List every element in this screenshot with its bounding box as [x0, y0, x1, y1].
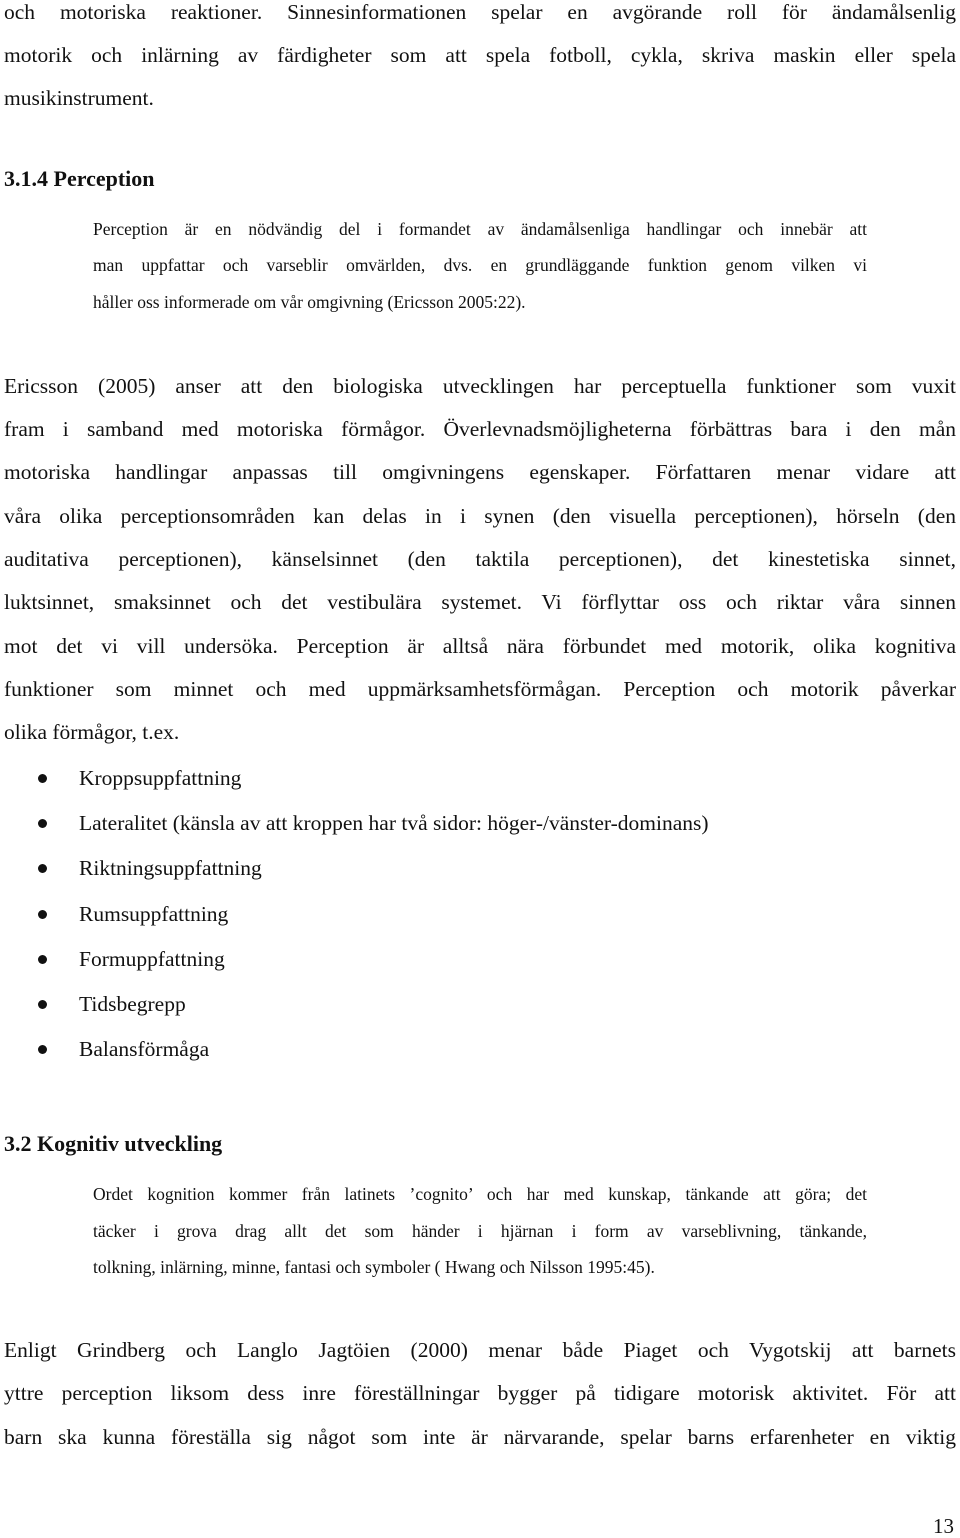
- perception-paragraph-line-4: våra olika perceptionsområden kan delas in i synen (den visuella perceptionen), hörseln (den: [4, 504, 956, 528]
- bullet-item-label: Riktningsuppfattning: [79, 856, 262, 880]
- cognitive-paragraph-line-3: barn ska kunna föreställa sig något som inte är närvarande, spelar barns erfarenheter en viktig: [4, 1425, 956, 1449]
- bullet-dot-icon: [38, 1045, 47, 1054]
- perception-paragraph-line-1: Ericsson (2005) anser att den biologiska utvecklingen har perceptuella funktioner som vuxit: [4, 374, 956, 398]
- perception-paragraph-line-5: auditativa perceptionen), känselsinnet (den taktila perceptionen), det kinestetiska sinnet,: [4, 547, 956, 571]
- perception-quote-line-2: man uppfattar och varseblir omvärlden, dvs. en grundläggande funktion genom vilken vi: [93, 255, 867, 275]
- bullet-item-label: Kroppsuppfattning: [79, 766, 242, 790]
- bullet-item-label: Lateralitet (känsla av att kroppen har två sidor: höger-/vänster-dominans): [79, 811, 709, 835]
- bullet-dot-icon: [38, 774, 47, 783]
- intro-line-3: musikinstrument.: [4, 86, 154, 110]
- perception-paragraph-line-6: luktsinnet, smaksinnet och det vestibulära systemet. Vi förflyttar oss och riktar våra sinnen: [4, 590, 956, 614]
- bullet-item-label: Formuppfattning: [79, 947, 225, 971]
- perception-paragraph-line-8: funktioner som minnet och med uppmärksamhetsförmågan. Perception och motorik påverkar: [4, 677, 956, 701]
- bullet-item-label: Rumsuppfattning: [79, 902, 229, 926]
- perception-paragraph-line-3: motoriska handlingar anpassas till omgivningens egenskaper. Författaren menar vidare att: [4, 460, 956, 484]
- intro-line-1: och motoriska reaktioner. Sinnesinformationen spelar en avgörande roll för ändamålsenlig: [4, 0, 956, 24]
- bullet-dot-icon: [38, 910, 47, 919]
- perception-paragraph-line-7: mot det vi vill undersöka. Perception är alltså nära förbundet med motorik, olika kognitiva: [4, 634, 956, 658]
- cognitive-quote-line-2: täcker i grova drag allt det som händer i hjärnan i form av varseblivning, tänkande,: [93, 1221, 867, 1241]
- bullet-item-label: Tidsbegrepp: [79, 992, 186, 1016]
- cognitive-quote-line-3: tolkning, inlärning, minne, fantasi och symboler ( Hwang och Nilsson 1995:45).: [93, 1257, 655, 1277]
- bullet-dot-icon: [38, 1000, 47, 1009]
- bullet-item-label: Balansförmåga: [79, 1037, 210, 1061]
- bullet-dot-icon: [38, 819, 47, 828]
- perception-paragraph-line-2: fram i samband med motoriska förmågor. Överlevnadsmöjligheterna förbättras bara i den mån: [4, 417, 956, 441]
- cognitive-paragraph-line-2: yttre perception liksom dess inre föreställningar bygger på tidigare motorisk aktivitet. För att: [4, 1381, 956, 1405]
- bullet-dot-icon: [38, 955, 47, 964]
- cognitive-quote-line-1: Ordet kognition kommer från latinets ’cognito’ och har med kunskap, tänkande att göra; det: [93, 1184, 867, 1204]
- cognitive-paragraph-line-1: Enligt Grindberg och Langlo Jagtöien (2000) menar både Piaget och Vygotskij att barnets: [4, 1338, 956, 1362]
- section-heading-perception: 3.1.4 Perception: [4, 166, 155, 191]
- perception-paragraph-line-9: olika förmågor, t.ex.: [4, 720, 180, 744]
- page-number: 13: [933, 1514, 954, 1538]
- perception-quote-line-3: håller oss informerade om vår omgivning (Ericsson 2005:22).: [93, 292, 526, 312]
- bullet-dot-icon: [38, 864, 47, 873]
- perception-quote-line-1: Perception är en nödvändig del i formandet av ändamålsenliga handlingar och innebär att: [93, 219, 867, 239]
- section-heading-cognitive: 3.2 Kognitiv utveckling: [4, 1131, 223, 1156]
- intro-line-2: motorik och inlärning av färdigheter som att spela fotboll, cykla, skriva maskin eller spela: [4, 43, 956, 67]
